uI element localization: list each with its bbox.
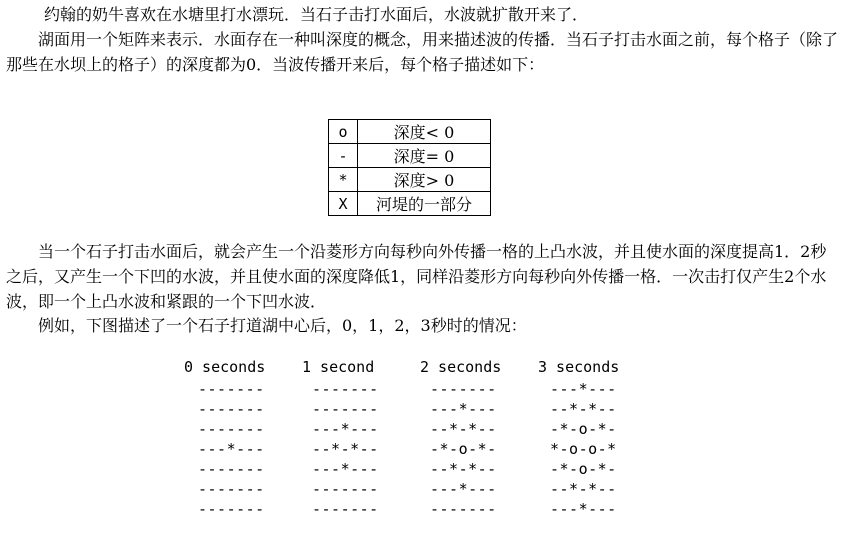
legend-description: 河堤的一部分 xyxy=(358,192,491,216)
grid-row: --*-*-- xyxy=(550,400,617,418)
lake-description-paragraph: 湖面用一个矩阵来表示．水面存在一种叫深度的概念，用来描述波的传播．当石子打击水面之前，每个格子（除了那些在水坝上的格子）的深度都为0．当波传播开来后，每个格子描述如下： xyxy=(6,30,839,74)
legend-row xyxy=(329,120,491,144)
legend-symbol: * xyxy=(329,168,358,192)
grid-row: ------- xyxy=(312,480,379,498)
grid-row: -*-o-*- xyxy=(430,440,497,458)
depth-legend-table xyxy=(328,119,491,216)
grid-row: ------- xyxy=(430,500,497,518)
legend-description: 深度= 0 xyxy=(358,144,491,168)
grid-title: 2 seconds xyxy=(420,358,502,376)
grid-1-second xyxy=(302,357,379,519)
grid-row: ---*--- xyxy=(430,400,497,418)
grid-row: ------- xyxy=(312,500,379,518)
grid-row: *-o-o-* xyxy=(550,440,617,458)
grid-row: ------- xyxy=(198,400,265,418)
grid-2-seconds xyxy=(420,357,501,519)
grid-row: ------- xyxy=(430,380,497,398)
legend-symbol: - xyxy=(329,144,358,168)
legend-symbol: o xyxy=(329,120,358,144)
grid-row: ------- xyxy=(198,480,265,498)
wave-example-grids xyxy=(180,357,650,547)
wave-rules-paragraph: 当一个石子打击水面后，就会产生一个沿菱形方向每秒向外传播一格的上凸水波，并且使水面的深度提高1．2秒之后，又产生一个下凹的水波，并且使水面的深度降低1，同样沿菱形方向每秒向外传播一格．一次击打仅产生2个水波，即一个上凸水波和紧跟的一个下凹水波． xyxy=(6,242,827,311)
grid-row: ---*--- xyxy=(198,440,265,458)
grid-3-seconds xyxy=(538,357,619,519)
example-intro-paragraph: 例如，下图描述了一个石子打道湖中心后，0，1，2，3秒时的情况： xyxy=(38,316,527,335)
grid-row: ------- xyxy=(312,380,379,398)
legend-row xyxy=(329,192,491,216)
legend-description: 深度< 0 xyxy=(358,120,491,144)
intro-paragraph: 约翰的奶牛喜欢在水塘里打水漂玩．当石子击打水面后，水波就扩散开来了． xyxy=(44,5,589,24)
grid-row: ------- xyxy=(198,380,265,398)
grid-row: ---*--- xyxy=(550,380,617,398)
grid-row: ------- xyxy=(198,420,265,438)
legend-symbol: X xyxy=(329,192,358,216)
grid-title: 1 second xyxy=(302,358,375,376)
legend-description: 深度> 0 xyxy=(358,168,491,192)
grid-row: --*-*-- xyxy=(430,420,497,438)
grid-row: ------- xyxy=(198,460,265,478)
grid-row: --*-*-- xyxy=(430,460,497,478)
legend-row xyxy=(329,144,491,168)
grid-row: ---*--- xyxy=(550,500,617,518)
legend-row xyxy=(329,168,491,192)
grid-0-seconds xyxy=(184,357,265,519)
grid-row: ---*--- xyxy=(312,460,379,478)
grid-row: --*-*-- xyxy=(312,440,379,458)
grid-title: 3 seconds xyxy=(538,358,620,376)
grid-row: -*-o-*- xyxy=(550,460,617,478)
grid-row: ---*--- xyxy=(312,420,379,438)
grid-title: 0 seconds xyxy=(184,358,266,376)
grid-row: ------- xyxy=(198,500,265,518)
grid-row: ------- xyxy=(312,400,379,418)
grid-row: -*-o-*- xyxy=(550,420,617,438)
grid-row: ---*--- xyxy=(430,480,497,498)
grid-row: --*-*-- xyxy=(550,480,617,498)
